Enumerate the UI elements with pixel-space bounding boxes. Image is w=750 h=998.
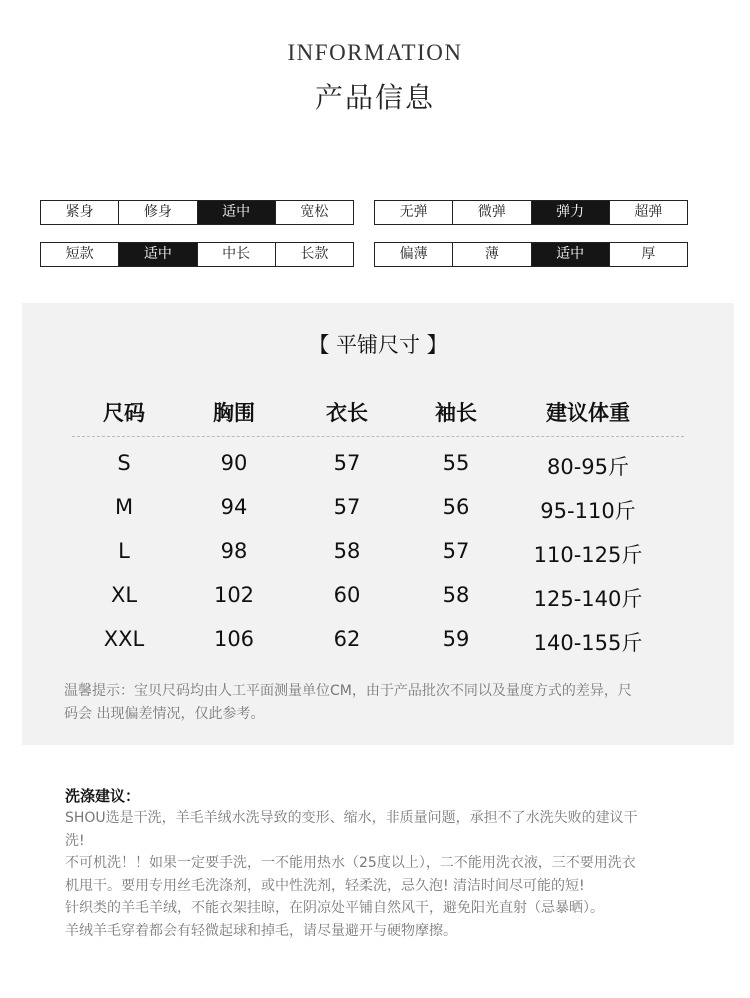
size-cell: S — [117, 451, 131, 475]
size-cell: 98 — [220, 539, 248, 563]
elasticity-attribute-row — [374, 200, 688, 225]
size-cell: 110-125斤 — [533, 543, 643, 567]
header-title-en: INFORMATION — [287, 40, 463, 65]
fit-option: 适中 — [198, 201, 276, 224]
washing-line: 不可机洗！！如果一定要手洗，一不能用热水（25度以上），二不能用洗衣液，三不要用洗衣 — [65, 855, 636, 871]
fit-option: 紧身 — [41, 201, 119, 224]
size-header: 袖长 — [435, 401, 477, 425]
size-cell: 80-95斤 — [546, 455, 630, 479]
size-cell: M — [114, 495, 134, 519]
size-cell: 57 — [442, 539, 470, 563]
thickness-option: 偏薄 — [375, 243, 453, 266]
size-cell: 106 — [213, 627, 255, 651]
size-note-line: 码会 出现偏差情况，仅此参考。 — [64, 706, 265, 722]
size-cell: XXL — [103, 627, 145, 651]
size-header: 胸围 — [213, 401, 255, 425]
length-option: 短款 — [41, 243, 119, 266]
washing-title: 洗涤建议： — [65, 787, 141, 805]
size-cell: 62 — [333, 627, 361, 651]
header-title-cn: 产品信息 — [314, 81, 435, 114]
size-cell: 140-155斤 — [533, 631, 643, 655]
elasticity-option: 无弹 — [375, 201, 453, 224]
fit-attribute-row — [40, 200, 354, 225]
length-option: 长款 — [276, 243, 353, 266]
washing-line: 羊绒羊毛穿着都会有轻微起球和掉毛，请尽量避开与硬物摩擦。 — [65, 922, 457, 939]
washing-line: SHOU选是干洗，羊毛羊绒水洗导致的变形、缩水，非质量问题，承担不了水洗失败的建议干 — [65, 810, 638, 826]
size-chart-divider — [72, 436, 684, 437]
size-cell: 57 — [333, 451, 361, 475]
size-note-line: 温馨提示：宝贝尺码均由人工平面测量单位CM，由于产品批次不同以及量度方式的差异，尺 — [64, 683, 632, 699]
washing-line: 针织类的羊毛羊绒，不能衣架挂晾，在阴凉处平铺自然风干，避免阳光直射（忌暴晒）。 — [65, 900, 604, 916]
size-chart-panel — [22, 303, 734, 745]
thickness-option: 薄 — [453, 243, 531, 266]
size-cell: 57 — [333, 495, 361, 519]
size-cell: 59 — [442, 627, 470, 651]
size-cell: 55 — [442, 451, 470, 475]
size-header: 衣长 — [326, 401, 368, 425]
thickness-attribute-row — [374, 242, 688, 267]
size-chart-title: 【 平铺尺寸 】 — [308, 333, 448, 357]
elasticity-option: 超弹 — [610, 201, 687, 224]
size-cell: 60 — [333, 583, 361, 607]
fit-option: 修身 — [119, 201, 197, 224]
size-cell: 90 — [220, 451, 248, 475]
length-option: 中长 — [198, 243, 276, 266]
length-attribute-row — [40, 242, 354, 267]
fit-option: 宽松 — [276, 201, 353, 224]
thickness-option: 厚 — [610, 243, 687, 266]
length-option: 适中 — [119, 243, 197, 266]
size-cell: L — [118, 539, 130, 563]
size-cell: 95-110斤 — [540, 499, 636, 523]
size-chart-note — [64, 680, 694, 726]
size-cell: 94 — [220, 495, 248, 519]
size-cell: 58 — [442, 583, 470, 607]
washing-text — [65, 807, 695, 942]
size-cell: 56 — [442, 495, 470, 519]
size-header: 尺码 — [103, 401, 145, 425]
thickness-option: 适中 — [532, 243, 610, 266]
elasticity-option: 弹力 — [532, 201, 610, 224]
size-cell: XL — [110, 583, 138, 607]
size-cell: 102 — [213, 583, 255, 607]
elasticity-option: 微弹 — [453, 201, 531, 224]
size-cell: 125-140斤 — [533, 587, 643, 611]
size-header: 建议体重 — [546, 401, 630, 425]
washing-line: 机甩干。要用专用丝毛洗涤剂，或中性洗剂，轻柔洗，忌久泡! 清洁时间尽可能的短! — [65, 877, 585, 894]
size-cell: 58 — [333, 539, 361, 563]
washing-line: 洗! — [65, 832, 85, 849]
